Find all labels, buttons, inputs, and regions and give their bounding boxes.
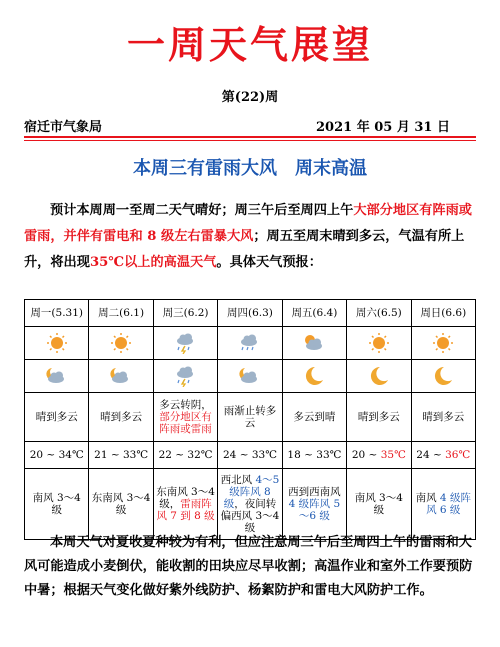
temperature-range xyxy=(411,442,475,469)
temp-sep: ~ xyxy=(107,449,123,461)
temp-unit: ℃ xyxy=(458,449,471,461)
wind-seg-0: 南风 3～4 级 xyxy=(354,492,403,516)
partly-cloudy-night-icon xyxy=(108,370,134,382)
temp-max: 32 xyxy=(187,449,201,461)
report-title: 一周天气展望 xyxy=(126,22,373,67)
temperature-range xyxy=(89,442,153,469)
wind-seg-0: 东南风 3～4 级 xyxy=(91,492,151,516)
temp-max: 33 xyxy=(316,449,330,461)
wind-forecast xyxy=(89,469,153,540)
wind-seg-0: 南风 3～4 级 xyxy=(32,492,81,516)
sun-icon xyxy=(108,337,134,349)
temp-max: 34 xyxy=(58,449,72,461)
day-weather-cell xyxy=(25,327,89,360)
temp-max: 36 xyxy=(445,449,459,461)
temp-unit: ℃ xyxy=(200,449,213,461)
wind-forecast xyxy=(153,469,217,540)
weather-desc xyxy=(25,393,89,442)
wind-row xyxy=(25,469,476,540)
night-weather-cell xyxy=(218,360,282,393)
wind-forecast xyxy=(25,469,89,540)
temperature-range xyxy=(218,442,282,469)
temp-unit: ℃ xyxy=(265,449,277,461)
temp-unit: ℃ xyxy=(329,449,342,461)
temp-min: 24 xyxy=(416,449,430,461)
night-weather-cell xyxy=(347,360,411,393)
desc-seg-1: 部分地区有阵雨或雷雨 xyxy=(159,411,212,435)
wind-forecast xyxy=(282,469,346,540)
desc-seg-0: 晴到多云 xyxy=(100,411,143,423)
temp-sep: ~ xyxy=(365,449,381,461)
intro-text-3: 。具体天气预报： xyxy=(216,255,322,270)
moon-icon xyxy=(366,370,392,382)
outro-paragraph: 本周天气对夏收夏种较为有利，但应注意周三午后至周四上午的雷雨和大风可能造成小麦倒伏，能收割的田块应尽早收割；高温作业和室外工作要预防中暑；根据天气变化做好紫外线防护、杨絮防护和雷电大风防护工作。 xyxy=(24,535,473,598)
night-weather-cell xyxy=(89,360,153,393)
wind-seg-0: 西到西南风 xyxy=(288,486,341,498)
temp-min: 20 xyxy=(351,449,366,461)
temp-sep: ~ xyxy=(236,449,252,461)
intro-highlight-2: 35℃以上的高温天气 xyxy=(89,255,217,270)
intro-highlight-1: 大部分地区有阵雨或雷雨，并伴有雷电和 8 级左右雷暴大风 xyxy=(24,203,472,244)
desc-seg-0: 晴到多云 xyxy=(35,411,78,423)
day-weather-cell xyxy=(282,327,346,360)
weather-desc xyxy=(89,393,153,442)
wind-seg-0: 西北风 xyxy=(220,474,256,486)
day-weather-cell xyxy=(347,327,411,360)
wind-forecast xyxy=(411,469,475,540)
weather-desc xyxy=(282,393,346,442)
moon-icon xyxy=(430,370,456,382)
temp-unit: ℃ xyxy=(71,449,84,461)
temp-min: 22 xyxy=(158,449,172,461)
headline: 本周三有雷雨大风 周末高温 xyxy=(133,158,367,179)
temperature-range xyxy=(347,442,411,469)
day-label: 周三(6.2) xyxy=(153,300,217,327)
desc-seg-0: 多云到晴 xyxy=(293,411,336,423)
day-icon-row xyxy=(25,327,476,360)
day-label: 周六(6.5) xyxy=(347,300,411,327)
sun-icon xyxy=(366,337,392,349)
temp-min: 18 xyxy=(287,449,301,461)
wind-seg-1: 4～5 级阵风 8 级 xyxy=(223,474,280,510)
wind-seg-0: 东南风 3～4 级， xyxy=(156,486,215,510)
temp-unit: ℃ xyxy=(136,449,149,461)
day-weather-cell xyxy=(89,327,153,360)
thunderstorm-icon xyxy=(173,370,199,382)
day-label: 周一(5.31) xyxy=(25,300,89,327)
temp-max: 33 xyxy=(251,449,266,461)
weather-desc xyxy=(153,393,217,442)
weather-desc xyxy=(411,393,475,442)
issue-date: 2021 年 05 月 31 日 xyxy=(316,120,450,135)
night-icon-row xyxy=(25,360,476,393)
moon-icon xyxy=(301,370,327,382)
desc-seg-0: 多云转阴， xyxy=(159,399,212,411)
desc-seg-0: 晴到多云 xyxy=(357,411,400,423)
night-weather-cell xyxy=(411,360,475,393)
temperature-range xyxy=(25,442,89,469)
wind-seg-1: 4 级阵风 5～6 级 xyxy=(288,498,341,522)
temperature-row xyxy=(25,442,476,469)
weekly-forecast-table xyxy=(24,299,476,540)
night-weather-cell xyxy=(25,360,89,393)
wind-seg-2: ，夜间转偏西风 3～4 级 xyxy=(220,498,280,534)
day-weather-cell xyxy=(411,327,475,360)
intro-text-1: 预计本周周一至周二天气晴好；周三午后至周四上午 xyxy=(50,203,354,218)
wind-seg-0: 南风 xyxy=(415,492,440,504)
temp-max: 33 xyxy=(123,449,137,461)
wind-seg-1: 4 级阵风 6 级 xyxy=(426,492,471,516)
thunderstorm-icon xyxy=(173,337,199,349)
temp-unit: ℃ xyxy=(394,449,406,461)
weather-desc xyxy=(218,393,282,442)
temp-sep: ~ xyxy=(429,449,446,461)
day-label: 周四(6.3) xyxy=(218,300,282,327)
temp-sep: ~ xyxy=(300,449,317,461)
intro-text-2: ；周五至周末晴到多云，气温有所上升，将出现 xyxy=(24,229,465,270)
temp-min: 21 xyxy=(94,449,108,461)
wind-seg-1: 雷雨阵风 7 到 8 级 xyxy=(156,498,215,522)
night-weather-cell xyxy=(282,360,346,393)
temp-min: 24 xyxy=(222,449,237,461)
day-weather-cell xyxy=(218,327,282,360)
night-weather-cell xyxy=(153,360,217,393)
day-label: 周二(6.1) xyxy=(89,300,153,327)
day-row xyxy=(25,300,476,327)
wind-forecast xyxy=(218,469,282,540)
temp-sep: ~ xyxy=(43,449,59,461)
weather-desc xyxy=(347,393,411,442)
header-rule-thin xyxy=(24,140,476,141)
sun-icon xyxy=(430,337,456,349)
issue-number: 第(22)周 xyxy=(221,90,279,105)
day-weather-cell xyxy=(153,327,217,360)
day-label: 周五(6.4) xyxy=(282,300,346,327)
desc-seg-0: 晴到多云 xyxy=(422,411,465,423)
day-label: 周日(6.6) xyxy=(411,300,475,327)
temp-sep: ~ xyxy=(171,449,188,461)
header-rule xyxy=(24,136,476,138)
issuing-org: 宿迁市气象局 xyxy=(24,120,103,135)
intro-paragraph xyxy=(24,198,476,276)
partly-cloudy-night-icon xyxy=(44,370,70,382)
desc-seg-0: 雨渐止转多云 xyxy=(223,405,277,429)
wind-forecast xyxy=(347,469,411,540)
temperature-range xyxy=(153,442,217,469)
rain-cloud-icon xyxy=(237,337,263,349)
temp-min: 20 xyxy=(29,449,44,461)
sun-icon xyxy=(44,337,70,349)
weather-desc-row xyxy=(25,393,476,442)
partly-cloudy-icon xyxy=(301,337,327,349)
temperature-range xyxy=(282,442,346,469)
temp-max: 35 xyxy=(380,449,395,461)
partly-cloudy-night-icon xyxy=(237,370,263,382)
